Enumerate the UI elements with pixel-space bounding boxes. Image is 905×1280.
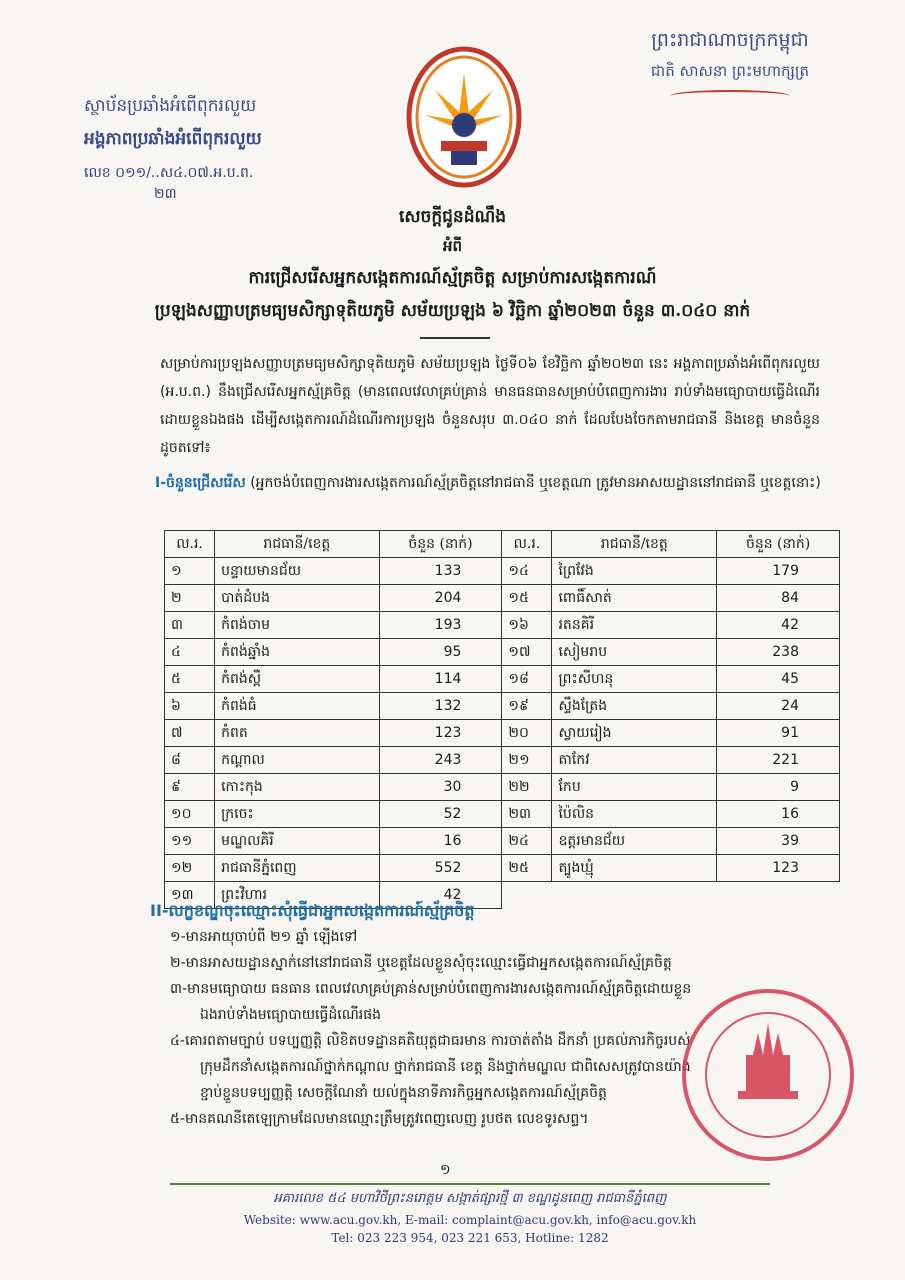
agency-header — [84, 95, 262, 205]
cell-province: បាត់ដំបង — [215, 585, 380, 612]
criteria-item: ១-មានអាយុចាប់ពី ២១ ឆ្នាំ ឡើងទៅ — [170, 929, 358, 945]
cell-province: ប៉ៃលិន — [552, 801, 717, 828]
cell-province: ស្ទឹងត្រែង — [552, 693, 717, 720]
cell-count: 91 — [717, 720, 840, 747]
kingdom-header — [651, 28, 809, 102]
cell-no: ១១ — [165, 828, 215, 855]
about-label: អំពី — [442, 237, 463, 255]
unit-name: អង្គភាពប្រឆាំងអំពើពុករលួយ — [84, 129, 262, 149]
section-1-heading: I-ចំនួនជ្រើសរើស — [155, 475, 246, 491]
cell-no: ៦ — [165, 693, 215, 720]
cell-no: ២២ — [502, 774, 552, 801]
footer-web-email: Website: www.acu.gov.kh, E-mail: complaint@acu.gov.kh, info@acu.gov.kh — [243, 1213, 697, 1227]
table-row — [165, 612, 840, 639]
criteria-item: ៣-មានមធ្យោបាយ ធនធាន ពេលវេលាគ្រប់គ្រាន់សម្រាប់បំពេញការងារសង្កេតការណ៍ស្ម័គ្រចិត្តដោយខ្លួន — [170, 981, 692, 997]
cell-no: ១៥ — [502, 585, 552, 612]
footer-phone: Tel: 023 223 954, 023 221 653, Hotline: 1282 — [331, 1231, 609, 1245]
title-underline — [420, 337, 490, 339]
cell-province: ព្រៃវែង — [552, 558, 717, 585]
kingdom-line: ព្រះរាជាណាចក្រកម្ពុជា — [651, 29, 809, 51]
cell-count: 95 — [379, 639, 502, 666]
reference-number: លេខ ០១១/..ស៤.០៧.អ.ប.ព. — [84, 165, 254, 181]
acu-logo — [405, 45, 523, 190]
document-title — [100, 206, 805, 325]
cell-province: ព្រះសីហនុ — [552, 666, 717, 693]
cell-no: ៥ — [165, 666, 215, 693]
cell-count: 179 — [717, 558, 840, 585]
col-header-province: រាជធានី/ខេត្ត — [552, 531, 717, 558]
table-row — [165, 666, 840, 693]
cell-no: ៩ — [165, 774, 215, 801]
official-seal-stamp — [668, 985, 868, 1165]
criteria-item-continued: ខ្ជាប់ខ្ជួនបទប្បញ្ញត្តិ សេចក្តីណែនាំ យល់ក្នុងនាទីភារកិច្ចអ្នកសង្កេតការណ៍ស្ម័គ្រចិត្ត — [200, 1085, 607, 1101]
cell-no: ១៦ — [502, 612, 552, 639]
section-1 — [155, 470, 835, 497]
cell-no: ២៥ — [502, 855, 552, 882]
cell-count: 552 — [379, 855, 502, 882]
cell-province: ក្រចេះ — [215, 801, 380, 828]
cell-no: ១៣ — [165, 882, 215, 909]
cell-no: ២១ — [502, 747, 552, 774]
cell-no: ៣ — [165, 612, 215, 639]
cell-count: 133 — [379, 558, 502, 585]
notice-heading: សេចក្តីជូនដំណឹង — [398, 207, 507, 227]
section-2-heading: II-លក្ខខណ្ឌចុះឈ្មោះសុំធ្វើជាអ្នកសង្កេតការណ៍ស្ម័គ្រចិត្ត — [150, 901, 475, 920]
cell-province: ព្រះវិហារ — [215, 882, 380, 909]
cell-province: បន្ទាយមានជ័យ — [215, 558, 380, 585]
subject-line-2: ប្រឡងសញ្ញាបត្រមធ្យមសិក្សាទុតិយភូមិ សម័យប្រឡង ៦ វិច្ឆិកា ឆ្នាំ២០២៣ ចំនួន ៣.០៤០ នាក់ — [154, 301, 751, 321]
cell-province: កំពង់ឆ្នាំង — [215, 639, 380, 666]
cell-count: 193 — [379, 612, 502, 639]
reference-year: ២៣ — [154, 186, 177, 202]
cell-no: ១២ — [165, 855, 215, 882]
col-header-count: ចំនួន (នាក់) — [379, 531, 502, 558]
cell-count: 24 — [717, 693, 840, 720]
cell-no: ១៧ — [502, 639, 552, 666]
cell-no: ១៤ — [502, 558, 552, 585]
table-row — [165, 747, 840, 774]
cell-no: ១ — [165, 558, 215, 585]
col-header-no: ល.រ. — [502, 531, 552, 558]
cell-count: 204 — [379, 585, 502, 612]
subject-line-1: ការជ្រើសរើសអ្នកសង្កេតការណ៍ស្ម័គ្រចិត្ត សម្រាប់ការសង្កេតការណ៍ — [248, 268, 657, 288]
cell-count: 39 — [717, 828, 840, 855]
criteria-item-continued: ក្រុមដឹកនាំសង្កេតការណ៍ថ្នាក់កណ្តាល ថ្នាក់រាជធានី ខេត្ត និងថ្នាក់មណ្ឌល ជាពិសេសត្រូវបានយ៉ាង — [200, 1059, 691, 1075]
cell-count: 243 — [379, 747, 502, 774]
footer-address: អគារលេខ ៥៤ មហាវិថីព្រះនរោត្តម សង្កាត់ផ្សារថ្មី ៣ ខណ្ឌដូនពេញ រាជធានីភ្នំពេញ — [273, 1191, 667, 1206]
intro-paragraph: សម្រាប់ការប្រឡងសញ្ញាបត្រមធ្យមសិក្សាទុតិយភូមិ សម័យប្រឡង ថ្ងៃទី០៦ ខែវិច្ឆិកា ឆ្នាំ២០២៣ នេះ អង្គភាពប្រឆាំងអំពើពុករលួយ (អ.ប.ព.) នឹងជ្រើសរើសអ្នកស្ម័គ្រចិត្ត (មានពេលវេលាគ្រប់គ្រាន់ មានធនធានសម្រាប់បំពេញការងារ រាប់ទាំងមធ្យោបាយធ្វើដំណើរដោយខ្លួនឯងផង ដើម្បីសង្កេតការណ៍ដំណើរការប្រឡង ចំនួនសរុប ៣.០៤០ នាក់ ដែលបែងចែកតាមរាជធានី និងខេត្ត មានចំនួនដូចតទៅ៖ — [160, 356, 820, 456]
cell-no: ៤ — [165, 639, 215, 666]
cell-province: កំពង់ស្ពឺ — [215, 666, 380, 693]
cell-province: តាកែវ — [552, 747, 717, 774]
cell-count: 42 — [379, 882, 502, 909]
cell-province: កំពត — [215, 720, 380, 747]
province-quota-table — [164, 530, 840, 909]
cell-count: 9 — [717, 774, 840, 801]
cell-province: កែប — [552, 774, 717, 801]
cell-count: 45 — [717, 666, 840, 693]
section-1-note: (អ្នកចង់បំពេញការងារសង្កេតការណ៍ស្ម័គ្រចិត្តនៅរាជធានី ឬខេត្តណា ត្រូវមានអាសយដ្ឋាននៅរាជធានី ឬខេត្តនោះ) — [250, 475, 821, 491]
criteria-item: ២-មានអាសយដ្ឋានស្នាក់នៅនៅរាជធានី ឬខេត្តដែលខ្លួនសុំចុះឈ្មោះធ្វើជាអ្នកសង្កេតការណ៍ស្ម័គ្រចិត្ត — [170, 955, 672, 971]
cell-province: កណ្តាល — [215, 747, 380, 774]
table-row — [165, 558, 840, 585]
table-row — [165, 828, 840, 855]
cell-count: 16 — [379, 828, 502, 855]
cell-no: ១៩ — [502, 693, 552, 720]
cell-no: ២ — [165, 585, 215, 612]
cell-count: 84 — [717, 585, 840, 612]
table-row — [165, 693, 840, 720]
cell-province: ត្បូងឃ្មុំ — [552, 855, 717, 882]
cell-count: 123 — [717, 855, 840, 882]
col-header-no: ល.រ. — [165, 531, 215, 558]
cell-no: ២៤ — [502, 828, 552, 855]
cell-province: មណ្ឌលគិរី — [215, 828, 380, 855]
criteria-item: ៤-គោរពតាមច្បាប់ បទប្បញ្ញត្តិ លិខិតបទដ្ឋានគតិយុត្តជាធរមាន ការចាត់តាំង ដឹកនាំ ប្រគល់ភារកិច្ចរបស់ — [170, 1033, 691, 1049]
page-number: ១ — [440, 1162, 451, 1178]
motto-line: ជាតិ សាសនា ព្រះមហាក្សត្រ — [650, 62, 809, 80]
cell-province: រតនគិរី — [552, 612, 717, 639]
table-row — [165, 639, 840, 666]
cell-province: កោះកុង — [215, 774, 380, 801]
cell-count: 42 — [717, 612, 840, 639]
cell-no: ៨ — [165, 747, 215, 774]
table-row — [165, 801, 840, 828]
cell-count: 123 — [379, 720, 502, 747]
table-header-row — [165, 531, 840, 558]
table-row — [165, 585, 840, 612]
cell-count: 30 — [379, 774, 502, 801]
cell-province: រាជធានីភ្នំពេញ — [215, 855, 380, 882]
cell-province: ពោធិ៍សាត់ — [552, 585, 717, 612]
institution-name: ស្ថាប័នប្រឆាំងអំពើពុករលួយ — [84, 96, 257, 116]
cell-province: កំពង់ចាម — [215, 612, 380, 639]
cell-province: កំពង់ធំ — [215, 693, 380, 720]
cell-no: ១០ — [165, 801, 215, 828]
cell-no: ១៨ — [502, 666, 552, 693]
table-row — [165, 774, 840, 801]
cell-count: 114 — [379, 666, 502, 693]
table-row — [165, 720, 840, 747]
flourish-divider — [670, 90, 790, 102]
cell-count: 16 — [717, 801, 840, 828]
col-header-count: ចំនួន (នាក់) — [717, 531, 840, 558]
col-header-province: រាជធានី/ខេត្ត — [215, 531, 380, 558]
cell-count: 52 — [379, 801, 502, 828]
criteria-item: ៥-មានគណនីតេឡេក្រាមដែលមានឈ្មោះត្រឹមត្រូវពេញលេញ រូបថត លេខទូរសព្ទ។ — [170, 1111, 589, 1127]
cell-no: ២៣ — [502, 801, 552, 828]
cell-count: 132 — [379, 693, 502, 720]
cell-count: 238 — [717, 639, 840, 666]
cell-no: ២០ — [502, 720, 552, 747]
criteria-item-continued: ឯងរាប់ទាំងមធ្យោបាយធ្វើដំណើរផង — [200, 1007, 382, 1023]
table-row — [165, 855, 840, 882]
footer-divider — [170, 1183, 770, 1185]
cell-no: ៧ — [165, 720, 215, 747]
cell-province: ស្វាយរៀង — [552, 720, 717, 747]
cell-count: 221 — [717, 747, 840, 774]
cell-province: សៀមរាប — [552, 639, 717, 666]
cell-province: ឧត្តរមានជ័យ — [552, 828, 717, 855]
footer — [150, 1190, 790, 1245]
